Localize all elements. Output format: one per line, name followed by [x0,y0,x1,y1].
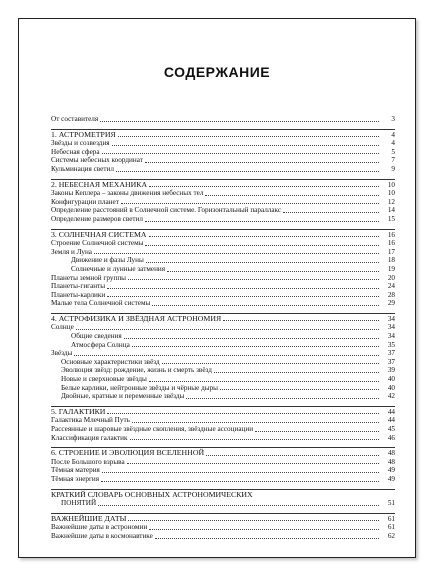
toc-chapter [51,515,395,524]
toc-entry-title: Строение Солнечной системы [51,239,144,248]
toc-page-number: 12 [387,197,395,206]
toc-entry-title: Планеты-карлики [51,290,106,299]
toc-entry-title: 4. АСТРОФИЗИКА И ЗВЁЗДНАЯ АСТРОНОМИЯ [51,313,222,323]
toc-chapter [51,181,395,190]
toc-page-number: 40 [387,383,395,392]
toc-page-number: 39 [387,366,395,375]
toc-page-number: 4 [391,139,395,148]
toc-page-number: 44 [387,407,395,416]
toc-section [51,489,395,508]
toc-entry [51,384,395,393]
toc-page-number: 37 [387,349,395,358]
dot-leader [101,481,379,482]
toc-page-number: 10 [387,189,395,198]
dot-leader [127,463,379,464]
toc-page-number: 24 [387,282,395,291]
toc-entry [51,466,395,475]
dot-leader [214,372,379,373]
toc-entry-title: Галактика Млечный Путь [51,416,130,425]
toc-entry-title: Движение и фазы Луны [71,256,144,265]
dot-leader [152,305,379,306]
toc-page-number: 28 [387,290,395,299]
toc-entry-title: Конфигурации планет [51,197,119,206]
dot-leader [186,398,379,399]
toc-section [51,229,395,308]
toc-entry [51,349,395,358]
toc-page-number: 34 [387,332,395,341]
toc-entry [51,256,395,265]
dot-leader [146,262,379,263]
toc-entry-title: Общие сведения [71,332,122,341]
toc-entry-title: Планеты-гиганты [51,282,106,291]
toc-page-number: 61 [387,514,395,523]
dot-leader [107,288,379,289]
toc-entry-title: Небесная сфера [51,147,100,156]
dot-leader [149,236,379,237]
dot-leader [128,520,379,521]
dot-leader [149,186,379,187]
toc-page-number: 35 [387,340,395,349]
toc-entry-title: Классификация галактик [51,433,128,442]
toc-entry-title: Звёзды [51,349,73,358]
toc-entry [51,323,395,332]
dot-leader [145,245,379,246]
dot-leader [149,381,379,382]
dot-leader [116,171,379,172]
dot-leader [74,355,379,356]
toc-entry [51,299,395,308]
toc-entry [51,332,395,341]
toc-entry-title: ВАЖНЕЙШИЕ ДАТЫ [51,513,127,523]
dot-leader [130,439,379,440]
toc-entry-title: Малые тела Солнечной системы [51,299,151,308]
table-of-contents [51,114,395,541]
toc-page-number: 9 [391,164,395,173]
toc-entry [51,475,395,484]
toc-page-number: 20 [387,273,395,282]
toc-entry-title: После Большого взрыва [51,457,125,466]
toc-page-number: 7 [391,156,395,165]
toc-page-number: 61 [387,523,395,532]
toc-entry [51,189,395,198]
dot-leader [128,279,379,280]
dot-leader [124,338,379,339]
toc-entry-title: Тёмная материя [51,466,100,475]
toc-page-number: 5 [391,147,395,156]
toc-section [51,129,395,174]
toc-entry [51,358,395,367]
toc-entry-title: Тёмная энергия [51,474,100,483]
toc-entry [51,248,395,257]
dot-leader [206,455,379,456]
toc-page-number: 51 [387,499,395,508]
toc-entry-title: Законы Кеплера – законы движения небесных тел [51,189,204,198]
toc-entry [51,156,395,165]
toc-page-number: 14 [387,206,395,215]
toc-entry [51,291,395,300]
dot-leader [145,162,379,163]
toc-entry [51,458,395,467]
toc-page-number: 46 [387,433,395,442]
toc-section [51,179,395,224]
toc-entry-title: Солнечные и лунные затмения [71,264,166,273]
toc-entry-title: Кульминация светил [51,164,114,173]
dot-leader [132,346,379,347]
toc-entry [51,375,395,384]
page-title: СОДЕРЖАНИЕ [163,64,271,80]
dot-leader [205,195,379,196]
toc-section [51,447,395,483]
toc-page-number: 10 [387,180,395,189]
toc-entry-title: Рассеянные и шаровые звёздные скопления, звёздные ассоциации [51,425,254,433]
toc-page-number: 16 [387,230,395,239]
toc-entry [51,532,395,541]
toc-entry [51,416,395,425]
dot-leader [121,203,379,204]
toc-page-number: 29 [387,299,395,308]
dot-leader [100,121,379,122]
toc-page-number: 15 [387,214,395,223]
toc-page-number: 19 [387,264,395,273]
toc-entry-title: Атмосфера Солнца [71,340,130,349]
toc-entry [51,425,395,434]
toc-page-number: 44 [387,416,395,425]
toc-chapter [51,408,395,417]
dot-leader [155,538,379,539]
toc-page-number: 34 [387,323,395,332]
toc-section [51,313,395,401]
toc-page-number: 17 [387,247,395,256]
toc-entry-title: Двойные, кратные и переменные звёзды [61,392,185,401]
toc-entry [51,206,395,215]
toc-entry [51,341,395,350]
toc-page-number: 49 [387,474,395,483]
toc-entry-title: Важнейшие даты в астрономии [51,523,148,532]
toc-chapter-heading: КРАТКИЙ СЛОВАРЬ ОСНОВНЫХ АСТРОНОМИЧЕСКИХ [51,489,253,499]
toc-entry [51,282,395,291]
dot-leader [145,221,379,222]
toc-entry-title: Белые карлики, нейтронные звёзды и чёрные дыры [61,383,218,392]
dot-leader [283,212,379,213]
dot-leader [112,145,379,146]
toc-section [51,406,395,442]
toc-entry [51,198,395,207]
toc-section [51,114,395,124]
toc-page-number: 34 [387,314,395,323]
toc-entry [51,265,395,274]
toc-page-number: 45 [387,425,395,433]
toc-entry-title: ПОНЯТИЙ [61,499,97,508]
dot-leader [223,320,379,321]
dot-leader [118,136,379,137]
dot-leader [167,271,379,272]
dot-leader [220,389,379,390]
dot-leader [162,363,379,364]
toc-page-number: 4 [391,130,395,139]
toc-entry [51,215,395,224]
dot-leader [76,329,379,330]
toc-entry-title: Определение размеров светил [51,214,143,223]
toc-page-number: 37 [387,357,395,366]
toc-page-number: 62 [387,531,395,540]
toc-page-number: 48 [387,449,395,458]
toc-entry [51,434,395,443]
toc-page-number: 49 [387,466,395,475]
dot-leader [255,431,379,432]
toc-entry-title: 3. СОЛНЕЧНАЯ СИСТЕМА [51,229,147,239]
toc-entry-title: Определение расстояний в Солнечной системе. Горизонтальный параллакс [51,206,282,215]
toc-entry-title: Солнце [51,323,74,332]
toc-entry [51,392,395,401]
dot-leader [149,529,379,530]
toc-page-number: 18 [387,256,395,265]
dot-leader [94,253,379,254]
toc-chapter [51,449,395,458]
toc-entry-title: Земля и Луна [51,247,92,256]
toc-entry-title: Системы небесных координат [51,156,143,165]
toc-chapter [51,231,395,240]
toc-entry-title: Важнейшие даты в космонавтике [51,531,153,540]
toc-entry [51,366,395,375]
toc-entry [51,239,395,248]
toc-entry-title: Эволюция звёзд: рождение, жизнь и смерть звёзд [61,366,212,375]
dot-leader [107,296,379,297]
toc-entry-title: 6. СТРОЕНИЕ И ЭВОЛЮЦИЯ ВСЕЛЕННОЙ [51,448,205,458]
toc-entry-title: 5. ГАЛАКТИКИ [51,406,106,416]
toc-page-number: 48 [387,457,395,466]
toc-entry-title: 1. АСТРОМЕТРИЯ [51,129,116,139]
dot-leader [132,422,379,423]
toc-entry [51,499,395,508]
toc-section [51,513,395,541]
toc-entry [51,523,395,532]
toc-chapter [51,315,395,324]
toc-entry-title: От составителя [51,115,99,123]
dot-leader [102,472,379,473]
toc-entry [51,139,395,148]
toc-page-number: 40 [387,375,395,384]
toc-entry-title: Планеты земной группы [51,273,126,282]
dot-leader [102,153,379,154]
dot-leader [98,505,379,506]
toc-page-number: 42 [387,392,395,401]
toc-entry [51,148,395,157]
book-page [18,18,416,558]
toc-entry-title: 2. НЕБЕСНАЯ МЕХАНИКА [51,179,148,189]
toc-page-number: 3 [391,115,395,123]
toc-chapter [51,131,395,140]
toc-entry-title: Звёзды и созвездия [51,139,110,148]
toc-entry [51,115,395,124]
toc-entry [51,274,395,283]
toc-entry-title: Новые и сверхновые звёзды [61,375,147,384]
toc-entry-title: Основные характеристики звёзд [61,357,160,366]
dot-leader [107,413,379,414]
toc-entry [51,165,395,174]
toc-page-number: 16 [387,239,395,248]
